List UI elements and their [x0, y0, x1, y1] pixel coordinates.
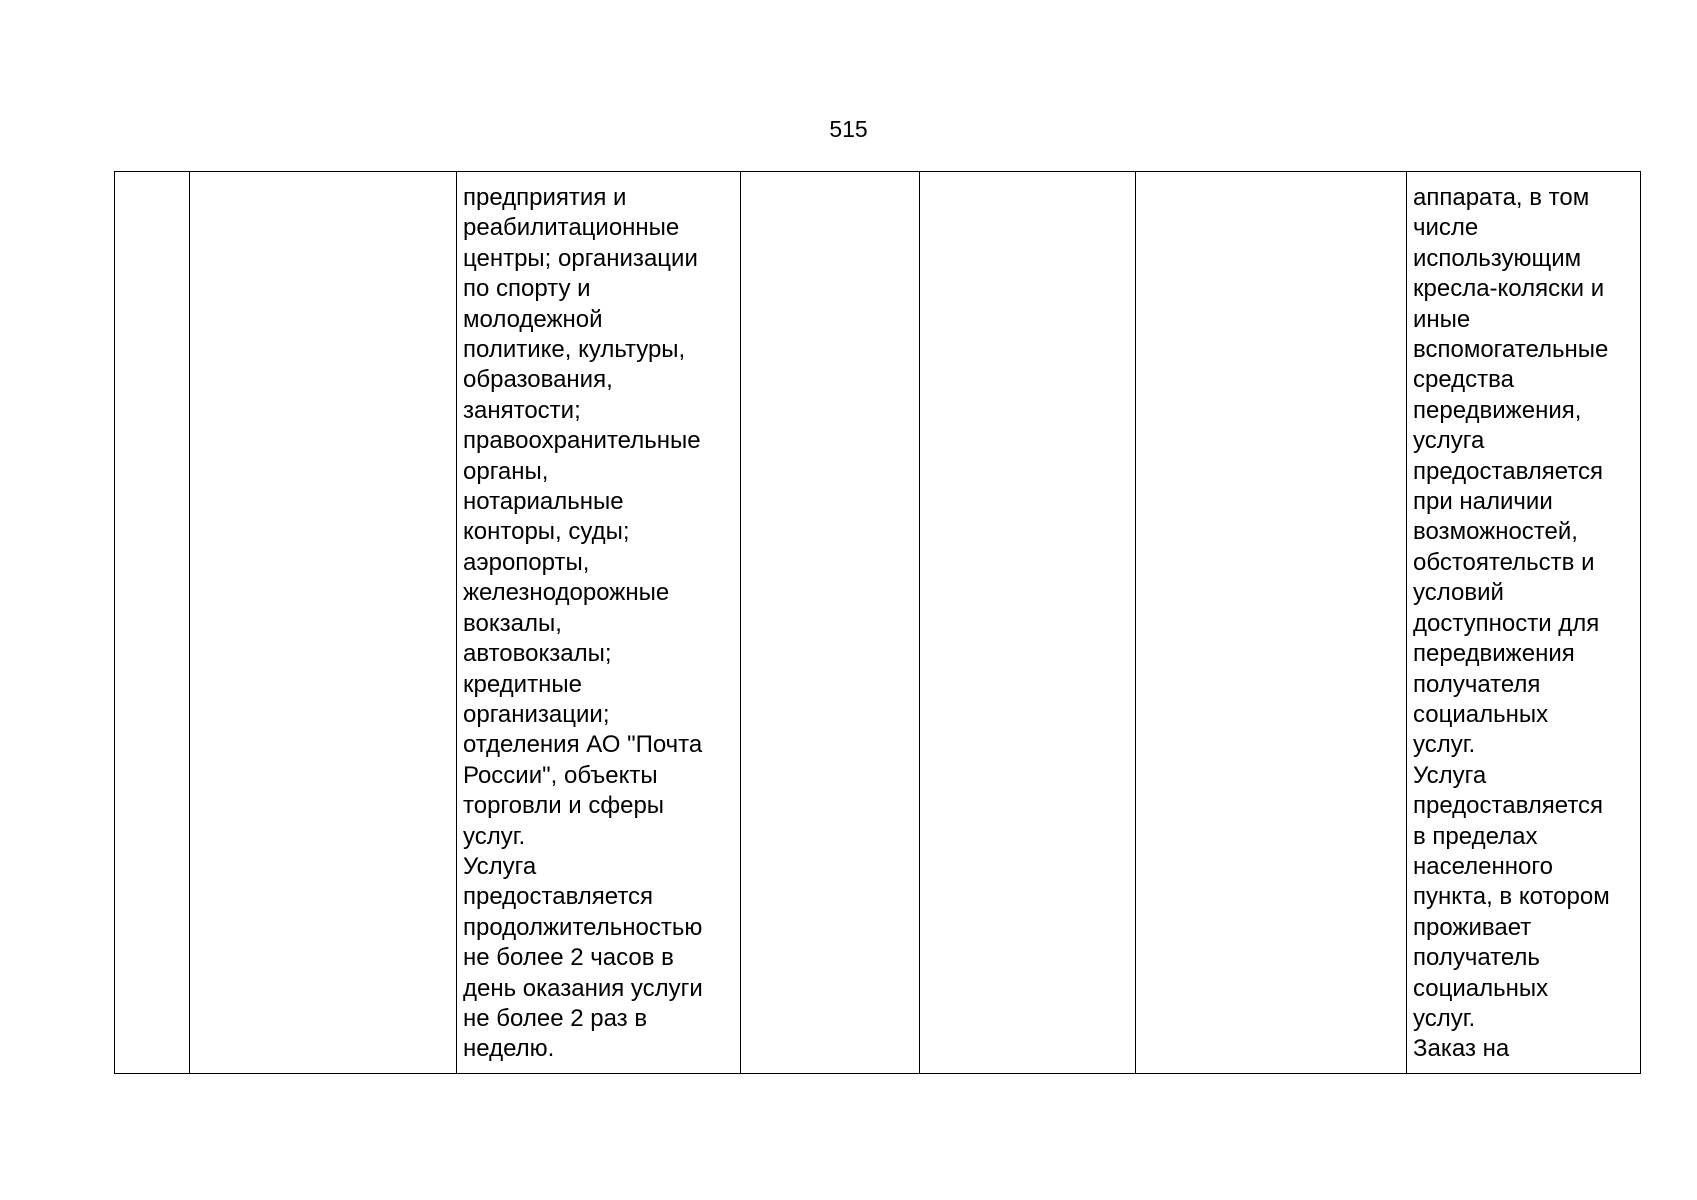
table-cell-3: [457, 172, 741, 1074]
table-cell-2: [190, 172, 457, 1074]
document-table: [114, 171, 1641, 1074]
page-number: 515: [829, 116, 868, 142]
cell-text-3: предприятия и реабилитационные центры; организации по спорту и молодежной политике, культуры, образования, занятости; правоохранительные органы, нотариальные конторы, суды; аэропорты, железнодорожные вокзалы, автовокзалы; кредитные организации; отделения АО "Почта России", объекты торговли и сферы услуг. Услуга предоставляется продолжительностью не более 2 часов в день оказания услуги не более 2 раз в неделю.: [463, 184, 703, 1063]
table-cell-5: [920, 172, 1136, 1074]
table-row: [115, 172, 1641, 1074]
table-cell-6: [1136, 172, 1407, 1074]
cell-text-7: аппарата, в том числе использующим кресла-коляски и иные вспомогательные средства передвижения, услуга предоставляется при наличии возможностей, обстоятельств и условий доступности для передвижения получателя социальных услуг. Услуга предоставляется в пределах населенного пункта, в котором проживает получатель социальных услуг. Заказ на: [1413, 184, 1610, 1063]
table-cell-7: [1407, 172, 1641, 1074]
table-cell-4: [741, 172, 920, 1074]
table-cell-1: [115, 172, 190, 1074]
